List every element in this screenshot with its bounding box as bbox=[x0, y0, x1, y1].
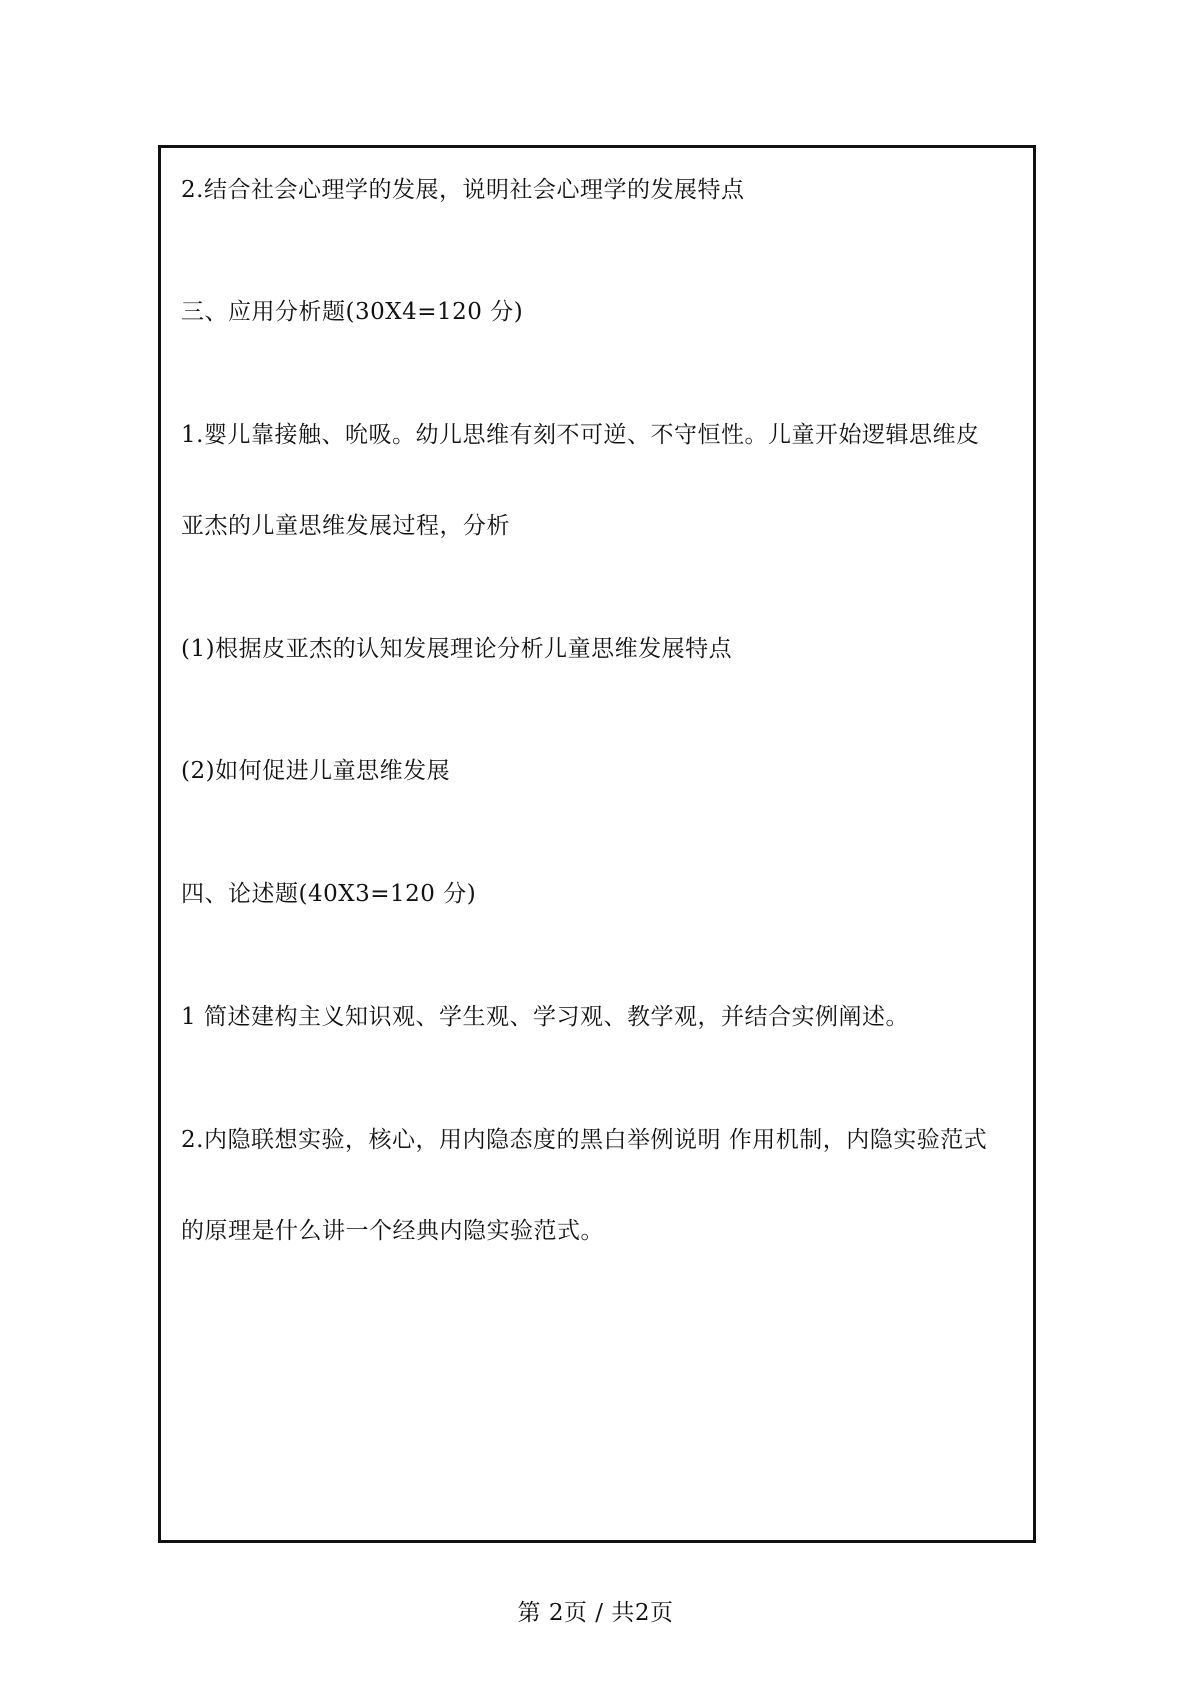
essay-question-2-line-2: 的原理是什么讲一个经典内隐实验范式。 bbox=[181, 1218, 604, 1244]
section-4-heading: 四、论述题(40X3=120 分) bbox=[181, 881, 477, 907]
essay-question-2-line-1: 2.内隐联想实验，核心，用内隐态度的黑白举例说明 作用机制，内隐实验范式 bbox=[181, 1127, 988, 1153]
page-number-footer: 第 2页 / 共2页 bbox=[517, 1600, 674, 1626]
sub-question-1: (1)根据皮亚杰的认知发展理论分析儿童思维发展特点 bbox=[181, 636, 733, 662]
question-1-line-1: 1.婴儿靠接触、吮吸。幼儿思维有刻不可逆、不守恒性。儿童开始逻辑思维皮 bbox=[181, 422, 980, 448]
section-3-heading: 三、应用分析题(30X4=120 分) bbox=[181, 299, 524, 325]
essay-question-1: 1 简述建构主义知识观、学生观、学习观、教学观，并结合实例阐述。 bbox=[181, 1004, 909, 1030]
question-1-line-2: 亚杰的儿童思维发展过程，分析 bbox=[181, 513, 510, 539]
sub-question-2: (2)如何促进儿童思维发展 bbox=[181, 758, 451, 784]
question-2-social-psychology: 2.结合社会心理学的发展，说明社会心理学的发展特点 bbox=[181, 177, 745, 203]
page-border bbox=[158, 145, 1036, 1543]
